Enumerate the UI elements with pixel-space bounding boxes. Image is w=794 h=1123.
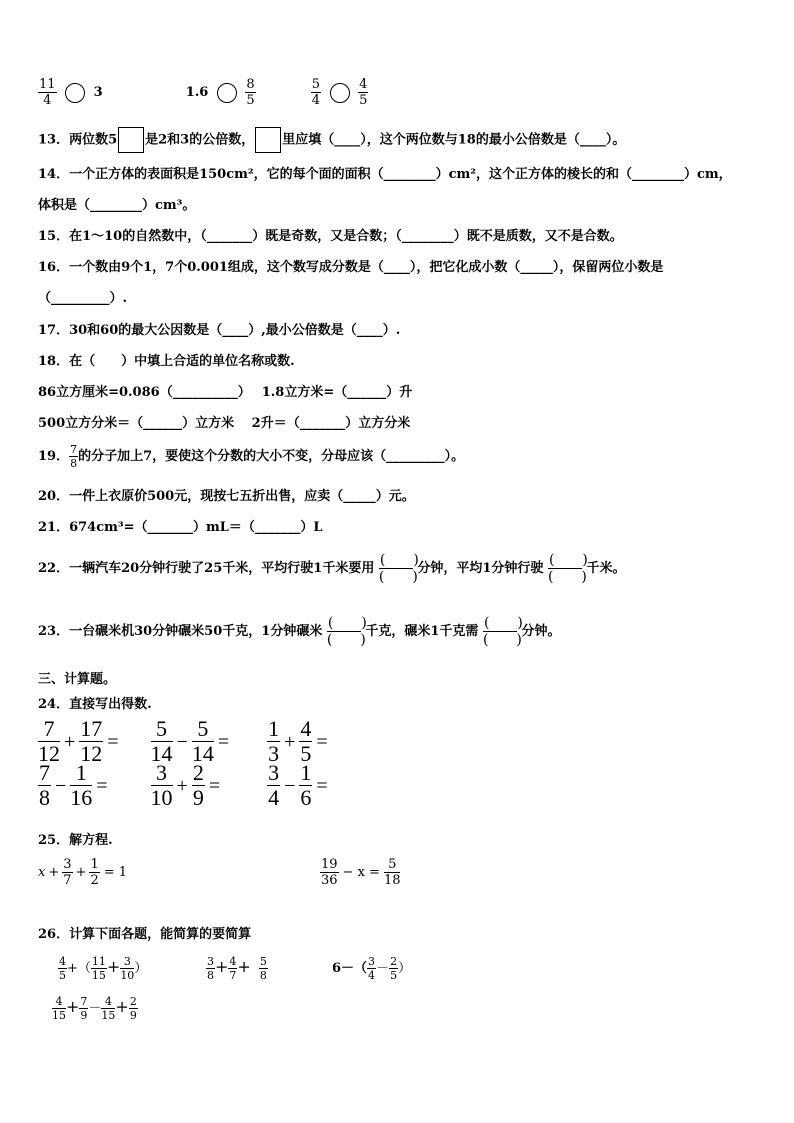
fraction [267,718,280,765]
numerator: 4 [101,996,115,1009]
fraction [259,956,268,981]
operator: + [215,957,229,976]
question-26-title: 26．计算下面各题，能简算的要简算 [38,927,252,942]
denominator: 5 [246,93,255,108]
denominator: 9 [80,1009,88,1022]
question-text: 23．一台碾米机30分钟碾米50千克，1分钟碾米 [38,624,323,639]
expression [151,718,263,765]
question-22 [38,553,626,584]
numerator: 3 [207,955,214,968]
equation-middle: − x = [342,865,380,880]
fraction [120,956,134,981]
denominator: 10 [120,969,135,982]
numerator: 5 [151,718,173,742]
question-text: 13．两位数5 [38,132,118,148]
denominator: 5 [59,969,66,982]
denominator: 4 [311,93,321,108]
operator: + [284,730,296,753]
numerator: 5 [259,955,267,968]
numerator: 1 [300,760,312,785]
fraction [192,762,205,809]
fraction [311,78,321,107]
denominator: 8 [39,785,50,810]
numerator: 7 [38,718,60,742]
question-21: 21．674cm³=（_______）mL＝（_______）L [38,520,323,535]
denominator: 15 [52,1009,66,1022]
equation-2 [320,858,400,887]
denominator: 5 [390,969,398,982]
expression-1 [58,956,147,981]
q24-row-2 [38,762,357,809]
operator: － [376,961,390,976]
denominator-blank: ( ) [482,632,522,648]
operator: + [48,865,60,880]
denominator: 2 [90,873,99,888]
fraction [79,718,103,765]
equation-1 [38,858,127,887]
fraction [384,858,401,887]
numerator: 19 [321,857,338,872]
numerator: 11 [91,955,106,968]
numerator-blank: ( ) [483,615,523,631]
denominator: 4 [368,969,376,982]
fraction [89,858,99,887]
answer-box[interactable] [118,127,144,153]
operator: + [75,865,87,880]
section-title: 三、计算题。 [38,672,117,687]
fraction [38,718,60,765]
numerator: 2 [192,760,204,785]
equals-sign: = [217,730,230,753]
numerator: 17 [80,716,103,741]
numerator: 4 [229,955,237,968]
fraction [52,996,66,1021]
fraction [358,78,368,107]
question-text: 千米。 [586,561,626,576]
numerator-blank: ( ) [327,615,367,631]
operator: − [176,730,188,753]
denominator: 5 [300,741,312,766]
operator: 6－（ [332,961,368,976]
question-20: 20．一件上衣原价500元，现按七五折出售，应卖（_____）元。 [38,489,415,504]
fraction [389,956,398,981]
question-23 [38,616,561,647]
denominator: 12 [80,741,103,766]
operator: +（ [67,961,91,976]
blank-fraction[interactable] [482,615,523,648]
fraction [151,718,173,765]
equals-sign: = [316,774,328,797]
denominator: 14 [150,741,173,766]
denominator: 14 [191,741,214,766]
question-text: 分钟。 [521,624,561,639]
denominator-blank: ( ) [326,632,366,648]
numerator: 3 [368,955,376,968]
expression [267,762,357,809]
numerator: 4 [359,77,368,92]
question-text: 里应填（____），这个两位数与18的最小公倍数是（____）。 [282,132,626,148]
compare-circle[interactable] [65,83,85,103]
expression [38,762,146,809]
operator: − [284,774,296,797]
question-18-title: 18．在（ ）中填上合适的单位名称或数. [38,354,295,369]
numerator: 4 [59,955,66,968]
fraction [192,718,214,765]
numerator: 3 [151,762,173,786]
numerator: 4 [300,716,312,741]
denominator: 8 [259,969,267,982]
fraction [245,78,255,107]
denominator: 6 [300,785,312,810]
numerator: 7 [39,760,50,785]
numerator: 5 [192,718,214,742]
question-14-line2: 体积是（________）cm³。 [38,198,196,213]
fraction [38,762,51,809]
numerator: 5 [384,858,401,873]
equation-rhs: = 1 [103,865,128,880]
compare-value: 3 [93,85,103,100]
question-19 [38,444,464,469]
numerator: 7 [80,995,88,1008]
operator: − [55,774,67,797]
fraction [101,996,115,1021]
question-13 [38,127,625,153]
denominator: 3 [268,741,280,766]
expression [38,718,146,765]
numerator: 5 [311,77,321,92]
denominator: 16 [70,785,93,810]
denominator: 36 [321,873,338,888]
denominator: 4 [268,785,280,810]
denominator-blank: ( ) [547,569,587,585]
fraction [69,444,78,469]
question-text: 的分子加上7，要使这个分数的大小不变，分母应该（_________）。 [78,449,465,464]
question-text: 是2和3的公倍数， [145,132,255,148]
denominator: 7 [63,873,72,888]
blank-fraction[interactable] [547,552,588,585]
question-24-title: 24．直接写出得数. [38,697,152,712]
fraction [62,858,72,887]
blank-fraction[interactable] [378,552,419,585]
denominator: 9 [192,785,204,810]
operator: ） [398,961,412,976]
question-15: 15．在1～10的自然数中，（_______）既是奇数，又是合数；（________）既不是质数，又不是合数。 [38,229,623,244]
fraction [206,956,215,981]
fraction [367,956,376,981]
operator: + [66,997,80,1016]
question-number: 19． [38,449,70,464]
operator: + [106,957,121,976]
compare-circle[interactable] [330,83,350,103]
question-18-row1: 86立方厘米=0.086（__________） 1.8立方米=（______）升 [38,385,413,400]
numerator: 3 [120,956,134,969]
fraction [320,858,339,887]
numerator-blank: ( ) [548,552,588,568]
operator: + [237,957,251,976]
denominator: 4 [43,93,52,108]
operator: + [115,997,129,1016]
fraction [267,762,280,809]
equals-sign: = [107,730,119,753]
numerator: 3 [268,760,280,785]
compare-circle[interactable] [217,83,237,103]
question-16-line1: 16．一个数由9个1，7个0.001组成，这个数写成分数是（____），把它化成小数（_____），保留两位小数是 [38,260,664,275]
fraction [151,762,173,809]
denominator: 8 [70,457,78,470]
denominator: 5 [359,93,368,108]
question-16-line2: （_________）. [38,291,128,306]
denominator: 18 [383,873,401,888]
fraction [70,762,92,809]
numerator: 1 [70,762,92,786]
denominator: 8 [207,969,214,982]
denominator: 10 [150,785,173,810]
question-14-line1: 14．一个正方体的表面积是150cm²，它的每个面的面积（________）cm²，这个正方体的棱长的和（________）cm， [38,167,732,182]
operator: + [176,774,188,797]
compare-row [38,78,368,107]
expression-3 [332,956,411,981]
numerator: 4 [52,996,66,1009]
question-17: 17．30和60的最大公因数是（____）,最小公倍数是（____）. [38,323,401,338]
fraction [299,762,312,809]
variable: x [38,865,46,880]
answer-box[interactable] [255,127,281,153]
question-text: 千克，碾米1千克需 [365,624,479,639]
fraction [58,956,67,981]
numerator: 2 [129,995,137,1008]
fraction [299,718,312,765]
question-25-title: 25．解方程. [38,833,113,848]
question-18-row2: 500立方分米＝（______）立方米 2升＝（_______）立方分米 [38,416,411,431]
blank-fraction[interactable] [326,615,367,648]
fraction [129,996,138,1021]
denominator-blank: ( ) [378,569,418,585]
expression [267,718,357,765]
expression-2 [206,956,268,981]
operator: ） [134,961,148,976]
numerator: 1 [90,857,99,872]
fraction [38,78,57,107]
operator: － [88,1001,102,1016]
denominator: 9 [129,1009,137,1022]
numerator-blank: ( ) [379,552,419,568]
denominator: 15 [91,969,106,982]
numerator: 7 [70,443,78,456]
numerator: 11 [39,77,56,92]
numerator: 8 [246,77,255,92]
q24-row-1 [38,718,357,765]
equals-sign: = [208,774,221,797]
operator: + [64,730,76,753]
expression [151,762,263,809]
denominator: 15 [101,1009,116,1022]
numerator: 2 [390,955,398,968]
equals-sign: = [316,730,328,753]
denominator: 12 [38,741,60,766]
question-text: 22．一辆汽车20分钟行驶了25千米，平均行驶1千米要用 [38,561,375,576]
question-text: 分钟，平均1分钟行驶 [417,561,544,576]
fraction [91,956,107,981]
denominator: 7 [229,969,237,982]
equals-sign: = [96,774,108,797]
expression-4 [52,996,138,1021]
compare-value: 1.6 [185,85,209,100]
numerator: 1 [268,716,280,741]
numerator: 3 [63,857,72,872]
